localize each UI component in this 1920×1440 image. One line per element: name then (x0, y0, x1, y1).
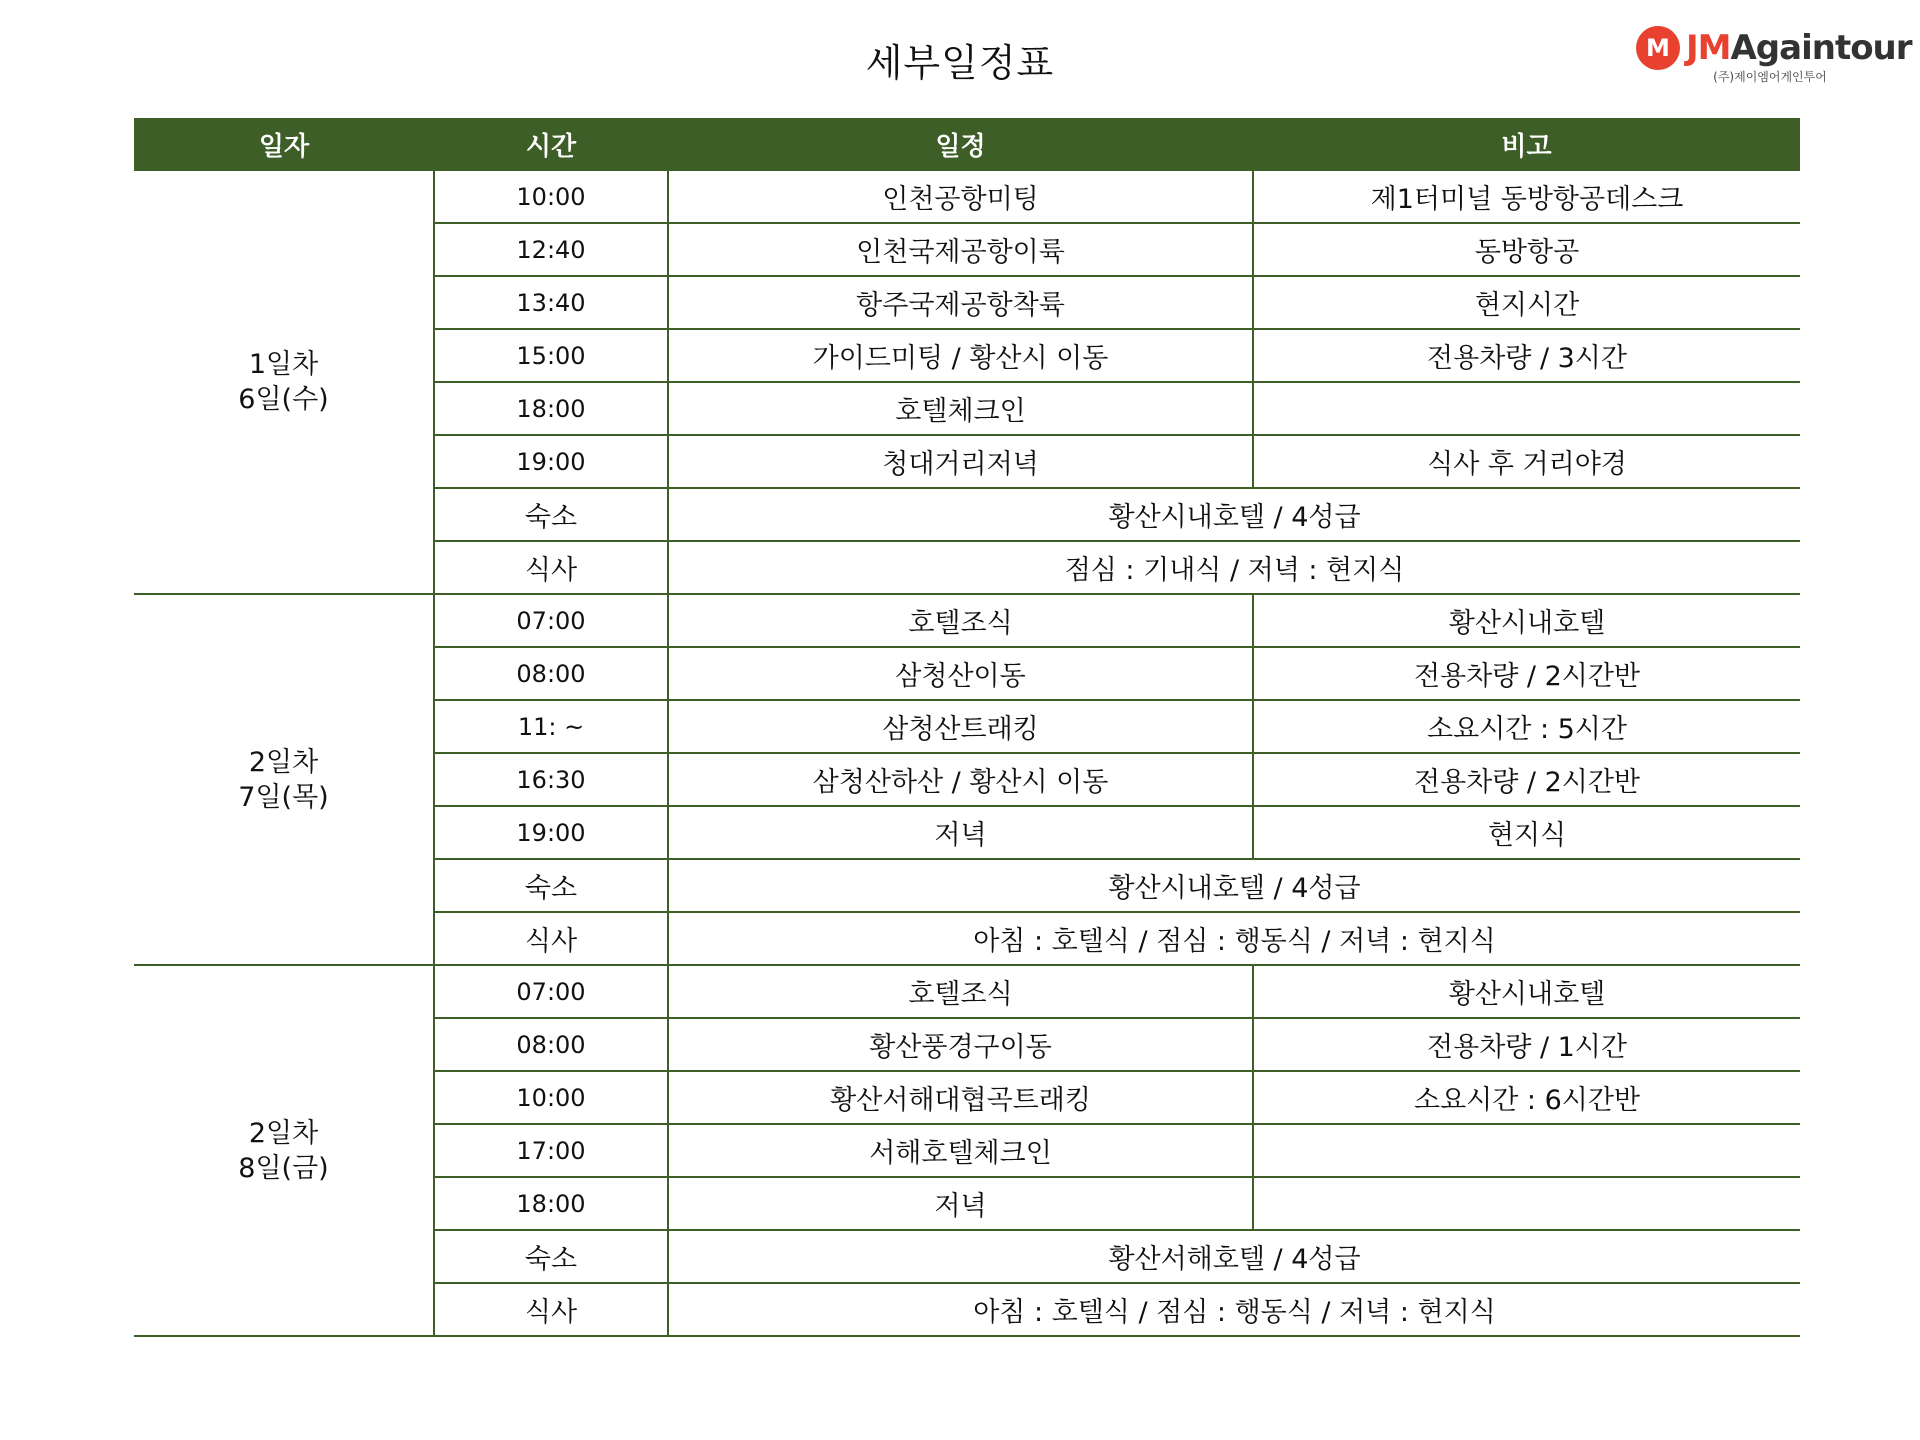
time-cell: 18:00 (434, 382, 668, 435)
lodging-value: 황산서해호텔 / 4성급 (668, 1230, 1800, 1283)
time-cell: 11: ~ (434, 700, 668, 753)
schedule-cell: 인천공항미팅 (668, 171, 1253, 223)
time-cell: 16:30 (434, 753, 668, 806)
schedule-cell: 호텔조식 (668, 594, 1253, 647)
time-cell: 19:00 (434, 435, 668, 488)
time-cell: 10:00 (434, 1071, 668, 1124)
schedule-body (134, 171, 1800, 1336)
logo-brand-b: Againtour (1730, 28, 1912, 68)
note-cell: 소요시간 : 6시간반 (1253, 1071, 1800, 1124)
note-cell: 전용차량 / 2시간반 (1253, 753, 1800, 806)
note-cell: 황산시내호텔 (1253, 594, 1800, 647)
time-cell: 07:00 (434, 594, 668, 647)
schedule-cell: 저녁 (668, 806, 1253, 859)
lodging-value: 황산시내호텔 / 4성급 (668, 488, 1800, 541)
logo-brand-a: JM (1686, 28, 1731, 68)
schedule-cell: 황산풍경구이동 (668, 1018, 1253, 1071)
schedule-cell: 청대거리저녁 (668, 435, 1253, 488)
time-cell: 19:00 (434, 806, 668, 859)
note-cell: 현지시간 (1253, 276, 1800, 329)
time-cell: 08:00 (434, 647, 668, 700)
time-cell: 17:00 (434, 1124, 668, 1177)
table-row (134, 965, 1800, 1018)
schedule-cell: 호텔조식 (668, 965, 1253, 1018)
time-cell: 18:00 (434, 1177, 668, 1230)
schedule-cell: 삼청산이동 (668, 647, 1253, 700)
table-header-row (134, 118, 1800, 171)
schedule-cell: 가이드미팅 / 황산시 이동 (668, 329, 1253, 382)
lodging-value: 황산시내호텔 / 4성급 (668, 859, 1800, 912)
meals-value: 아침 : 호텔식 / 점심 : 행동식 / 저녁 : 현지식 (668, 1283, 1800, 1336)
note-cell: 현지식 (1253, 806, 1800, 859)
time-cell: 15:00 (434, 329, 668, 382)
meals-label: 식사 (434, 1283, 668, 1336)
time-cell: 08:00 (434, 1018, 668, 1071)
note-cell: 전용차량 / 3시간 (1253, 329, 1800, 382)
table-row (134, 171, 1800, 223)
time-cell: 12:40 (434, 223, 668, 276)
schedule-cell: 삼청산트래킹 (668, 700, 1253, 753)
note-cell: 소요시간 : 5시간 (1253, 700, 1800, 753)
schedule-cell: 저녁 (668, 1177, 1253, 1230)
day-cell (134, 965, 434, 1336)
note-cell: 전용차량 / 2시간반 (1253, 647, 1800, 700)
schedule-cell: 황산서해대협곡트래킹 (668, 1071, 1253, 1124)
logo-mark-icon: M (1636, 26, 1680, 70)
meals-value: 점심 : 기내식 / 저녁 : 현지식 (668, 541, 1800, 594)
schedule-cell: 삼청산하산 / 황산시 이동 (668, 753, 1253, 806)
day-cell (134, 171, 434, 594)
time-cell: 10:00 (434, 171, 668, 223)
header-note: 비고 (1253, 118, 1800, 171)
day-date: 6일(수) (238, 384, 329, 415)
meals-label: 식사 (434, 912, 668, 965)
day-date: 8일(금) (238, 1152, 329, 1184)
day-number: 2일차 (248, 746, 319, 778)
page-title: 세부일정표 (865, 41, 1055, 85)
header-day: 일자 (134, 118, 434, 171)
time-cell: 13:40 (434, 276, 668, 329)
schedule-cell: 인천국제공항이륙 (668, 223, 1253, 276)
note-cell: 전용차량 / 1시간 (1253, 1018, 1800, 1071)
note-cell: 식사 후 거리야경 (1253, 435, 1800, 488)
day-number: 2일차 (248, 1117, 319, 1149)
logo-company-name: (주)제이엠어게인투어 (1713, 70, 1827, 84)
header-schedule: 일정 (668, 118, 1253, 171)
day-cell (134, 594, 434, 965)
day-date: 7일(목) (238, 781, 329, 813)
note-cell: 황산시내호텔 (1253, 965, 1800, 1018)
time-cell: 07:00 (434, 965, 668, 1018)
lodging-label: 숙소 (434, 488, 668, 541)
note-cell (1253, 382, 1800, 435)
schedule-cell: 호텔체크인 (668, 382, 1253, 435)
schedule-cell: 서해호텔체크인 (668, 1124, 1253, 1177)
meals-label: 식사 (434, 541, 668, 594)
schedule-cell: 항주국제공항착륙 (668, 276, 1253, 329)
lodging-label: 숙소 (434, 1230, 668, 1283)
schedule-table (134, 118, 1800, 1337)
company-logo (1636, 26, 1912, 86)
day-number: 1일차 (248, 349, 319, 380)
note-cell (1253, 1124, 1800, 1177)
logo-brand (1686, 28, 1912, 68)
header-time: 시간 (434, 118, 668, 171)
meals-value: 아침 : 호텔식 / 점심 : 행동식 / 저녁 : 현지식 (668, 912, 1800, 965)
note-cell: 제1터미널 동방항공데스크 (1253, 171, 1800, 223)
table-row (134, 594, 1800, 647)
note-cell (1253, 1177, 1800, 1230)
note-cell: 동방항공 (1253, 223, 1800, 276)
lodging-label: 숙소 (434, 859, 668, 912)
